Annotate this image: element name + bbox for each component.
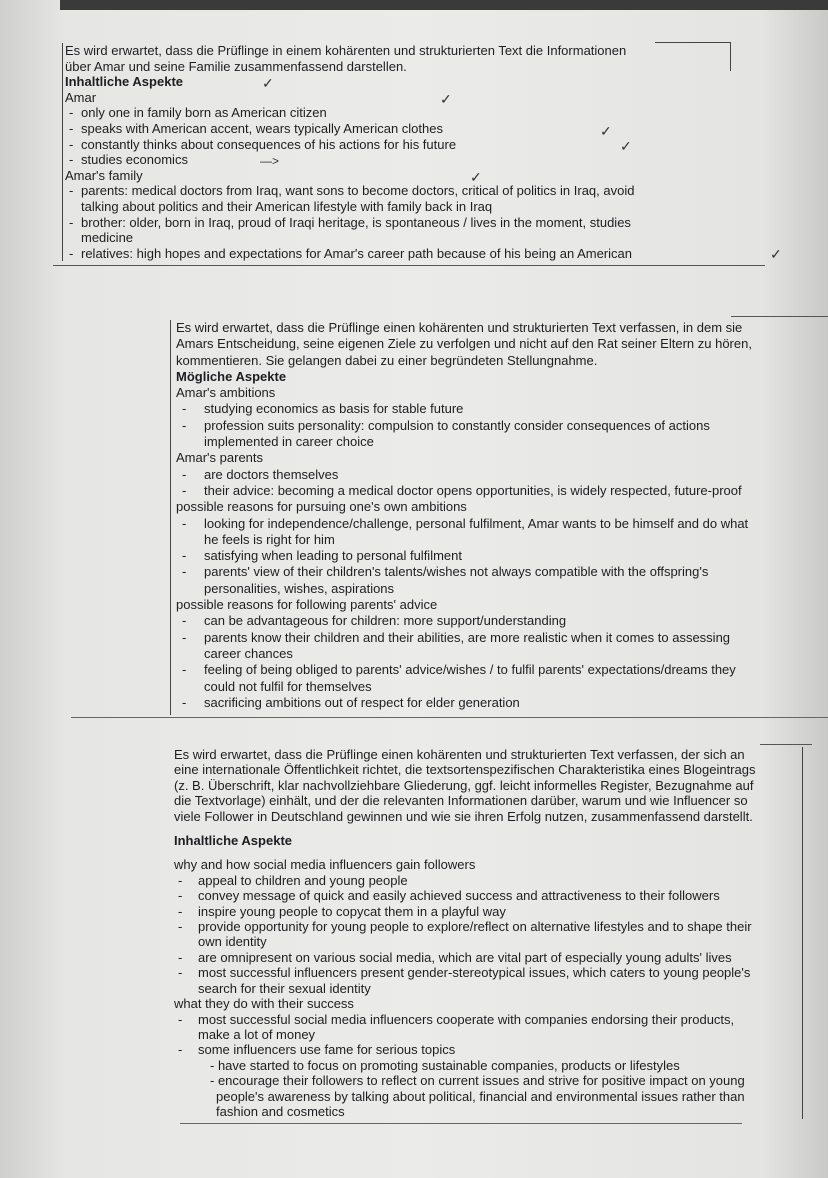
- list-item-text: feeling of being obliged to parents' advice/wishes / to fulfil parents' expectations/dreams they: [204, 662, 736, 678]
- text-line: Amar's parents: [176, 450, 264, 466]
- list-item: [65, 152, 765, 168]
- checkmark-icon: ✓: [600, 123, 612, 139]
- section-heading: Inhaltliche Aspekte: [65, 74, 183, 90]
- bullet-dash: -: [178, 1011, 183, 1027]
- list-item: [65, 137, 765, 153]
- text-line: Amar: [65, 89, 97, 105]
- list-item: [176, 630, 816, 646]
- list-item-text: most successful influencers present gender-stereotypical issues, which caters to young people's: [198, 965, 751, 981]
- list-item-continuation: career chances: [204, 645, 293, 661]
- list-item: [176, 613, 816, 629]
- list-item-text: studying economics as basis for stable future: [204, 401, 464, 417]
- list-item-continuation: own identity: [198, 934, 267, 950]
- list-item: [65, 121, 765, 137]
- list-item-text: relatives: high hopes and expectations for Amar's career path because of his being an American: [81, 245, 632, 261]
- bullet-dash: -: [69, 214, 74, 230]
- list-item-continuation: could not fulfil for themselves: [204, 678, 372, 694]
- list-item-continuation: personalities, wishes, aspirations: [204, 580, 395, 596]
- list-item-text: most successful social media influencers cooperate with companies endorsing their products,: [198, 1011, 735, 1027]
- list-item-continuation: make a lot of money: [198, 1026, 316, 1042]
- list-item-text: only one in family born as American citizen: [81, 105, 327, 121]
- list-item: [174, 873, 802, 888]
- list-item: [176, 483, 816, 499]
- list-item: [174, 904, 802, 919]
- list-item: [176, 662, 816, 678]
- list-item: [176, 695, 816, 711]
- spacer: [174, 848, 802, 857]
- text-line: possible reasons for following parents' advice: [176, 597, 438, 613]
- bullet-dash: -: [178, 903, 183, 919]
- bullet-dash: -: [182, 548, 187, 564]
- checkmark-icon: ✓: [770, 246, 782, 262]
- list-item: [174, 1012, 802, 1027]
- list-item-continuation: medicine: [81, 230, 134, 246]
- list-item-continuation: fashion and cosmetics: [216, 1103, 345, 1119]
- list-item: [65, 246, 765, 262]
- bullet-dash: -: [178, 888, 183, 904]
- bullet-dash: -: [69, 120, 74, 136]
- list-item-continuation: implemented in career choice: [204, 434, 374, 450]
- list-item-text: looking for independence/challenge, personal fulfilment, Amar wants to be himself and do what: [204, 515, 749, 531]
- list-item: [176, 418, 816, 434]
- list-item: [65, 215, 765, 231]
- bullet-dash: -: [178, 919, 183, 935]
- list-item-text: are omnipresent on various social media, which are vital part of especially young adults' lives: [198, 949, 732, 965]
- text-line: Amar's ambitions: [176, 385, 276, 401]
- text-line: what they do with their success: [174, 996, 354, 1012]
- list-item-text: profession suits personality: compulsion to constantly consider consequences of actions: [204, 417, 710, 433]
- list-item-text: can be advantageous for children: more support/understanding: [204, 613, 567, 629]
- text-line: Es wird erwartet, dass die Prüflinge einen kohärenten und strukturierten Text verfassen, der sich an: [174, 747, 745, 762]
- checkmark-icon: ✓: [262, 75, 274, 91]
- text-line: viele Follower in Deutschland gewinnen und wie sie ihren Erfolg nutzen, zusammenfassend darstellt.: [174, 808, 753, 824]
- checkmark-icon: ✓: [620, 138, 632, 154]
- list-item: [176, 467, 816, 483]
- bullet-dash: -: [182, 662, 187, 678]
- bullet-dash: -: [182, 564, 187, 580]
- text-line: Es wird erwartet, dass die Prüflinge einen kohärenten und strukturierten Text verfassen, in dem sie: [176, 320, 743, 335]
- list-item-text: are doctors themselves: [204, 466, 339, 482]
- section-heading: Inhaltliche Aspekte: [174, 833, 292, 849]
- bullet-dash: -: [182, 417, 187, 433]
- text-line: kommentieren. Sie gelangen dabei zu einer begründeten Stellungnahme.: [176, 352, 598, 368]
- list-item-text: satisfying when leading to personal fulfilment: [204, 548, 462, 564]
- bullet-dash: -: [69, 105, 74, 121]
- list-item: [174, 965, 802, 980]
- bullet-dash: -: [182, 466, 187, 482]
- section-task-2: [170, 320, 816, 715]
- checkmark-icon: ✓: [470, 169, 482, 185]
- bullet-dash: -: [182, 694, 187, 710]
- section-task-3: [170, 747, 803, 1119]
- list-item-text: brother: older, born in Iraq, proud of Iraqi heritage, is spontaneous / lives in the moment, studies: [81, 214, 631, 230]
- list-item-text: their advice: becoming a medical doctor opens opportunities, is widely respected, future-proof: [204, 482, 742, 498]
- bullet-dash: -: [69, 136, 74, 152]
- list-item-text: parents: medical doctors from Iraq, want sons to become doctors, critical of politics in Iraq, avoid: [81, 183, 635, 199]
- list-item-continuation: talking about politics and their American lifestyle with family back in Iraq: [81, 198, 493, 214]
- text-line: über Amar und seine Familie zusammenfassend darstellen.: [65, 58, 407, 74]
- list-item-text: some influencers use fame for serious topics: [198, 1042, 456, 1058]
- list-item-continuation: - encourage their followers to reflect on current issues and strive for positive impact on young: [210, 1073, 745, 1089]
- bullet-dash: -: [178, 872, 183, 888]
- text-line: Amar's family: [65, 167, 143, 183]
- list-item: [174, 888, 802, 903]
- text-line: die Textvorlage) einhält, und der die relevanten Informationen darüber, warum und wie Influencer so: [174, 793, 748, 809]
- list-item-text: parents' view of their children's talents/wishes not always compatible with the offspring's: [204, 564, 709, 580]
- list-item: [174, 950, 802, 965]
- arrow-annotation: —>: [260, 154, 280, 168]
- list-item-text: constantly thinks about consequences of his actions for his future: [81, 136, 457, 152]
- list-item-text: appeal to children and young people: [198, 872, 408, 888]
- bullet-dash: -: [69, 245, 74, 261]
- text-line: (z. B. Überschrift, klar nachvollziehbare Gliederung, ggf. leicht informelles Register, Bezugnahme auf: [174, 777, 754, 793]
- list-item-continuation: search for their sexual identity: [198, 980, 371, 996]
- bullet-dash: -: [182, 613, 187, 629]
- section-task-1: [62, 43, 765, 261]
- bullet-dash: -: [182, 401, 187, 417]
- list-item-continuation: he feels is right for him: [204, 531, 335, 547]
- list-item: [176, 548, 816, 564]
- text-line: eine internationale Öffentlichkeit richtet, die textsortenspezifischen Charakteristika eines Blogeintrags: [174, 762, 756, 778]
- list-item: [65, 105, 765, 121]
- bullet-dash: -: [182, 515, 187, 531]
- list-item-continuation: - have started to focus on promoting sustainable companies, products or lifestyles: [210, 1057, 680, 1073]
- spacer: [174, 824, 802, 833]
- list-item-text: convey message of quick and easily achieved success and attractiveness to their followers: [198, 888, 720, 904]
- text-line: possible reasons for pursuing one's own ambitions: [176, 499, 467, 515]
- bullet-dash: -: [182, 482, 187, 498]
- bullet-dash: -: [69, 183, 74, 199]
- list-item: [176, 564, 816, 580]
- list-item: [174, 919, 802, 934]
- list-item: [176, 516, 816, 532]
- list-item: [65, 183, 765, 199]
- list-item-text: provide opportunity for young people to explore/reflect on alternative lifestyles and to shape their: [198, 919, 752, 935]
- list-item: [174, 1042, 802, 1057]
- bullet-dash: -: [182, 629, 187, 645]
- text-line: why and how social media influencers gain followers: [174, 857, 476, 873]
- list-item-text: inspire young people to copycat them in a playful way: [198, 903, 506, 919]
- list-item-text: sacrificing ambitions out of respect for elder generation: [204, 694, 520, 710]
- bullet-dash: -: [69, 152, 74, 168]
- bullet-dash: -: [178, 1042, 183, 1058]
- bullet-dash: -: [178, 965, 183, 981]
- list-item: [176, 401, 816, 417]
- list-item-text: speaks with American accent, wears typically American clothes: [81, 120, 443, 136]
- text-line: Amars Entscheidung, seine eigenen Ziele zu verfolgen und nicht auf den Rat seiner Eltern zu hören,: [176, 336, 752, 352]
- checkmark-icon: ✓: [440, 91, 452, 107]
- list-item-continuation: people's awareness by talking about political, financial and environmental issues rather than: [216, 1088, 745, 1104]
- bullet-dash: -: [178, 949, 183, 965]
- section-heading: Mögliche Aspekte: [176, 368, 287, 384]
- list-item-text: parents know their children and their abilities, are more realistic when it comes to assessing: [204, 629, 731, 645]
- list-item-text: studies economics: [81, 152, 188, 168]
- text-line: Es wird erwartet, dass die Prüflinge in einem kohärenten und strukturierten Text die Informationen: [65, 43, 627, 58]
- photo-edge: [60, 0, 828, 10]
